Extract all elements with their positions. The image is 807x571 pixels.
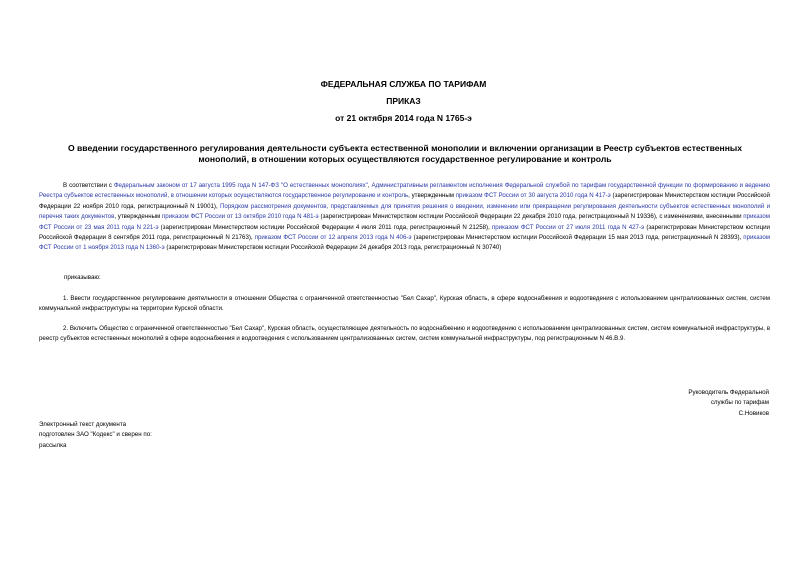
order-417-link[interactable]: приказом ФСТ России от 30 августа 2010 года N 417-э [455,192,611,200]
footer-line: рассылка [39,441,67,449]
preamble-text: , утвержденным [114,213,162,221]
federal-law-link[interactable]: Федеральным законом от 17 августа 1995 года N 147-ФЗ "О естественных монополиях" [113,182,368,189]
footer-note [39,420,152,451]
preamble-text: (зарегистрирован Министерством юстиции Российской Федерации 4 июля 2011 года, регистрационный N 21258), [158,223,492,231]
preamble-text: (зарегистрирован Министерством юстиции Российской Федерации 8 сентября 2011 года, регистрационный N 21763), [39,223,770,242]
document-type: ПРИКАЗ [386,96,421,106]
preamble-text: , [367,182,372,189]
preamble-text: В соответствии с [63,182,114,189]
order-221-link[interactable]: приказом ФСТ России от 23 мая 2011 года N 221-э [39,213,770,231]
item-1-text: 1. Ввести государственное регулирование деятельности в отношении Общества с ограниченной ответственностью "Бел Сахар", Курская область, в сфере водоснабжения и водоотведения с использованием централизованных систем, систем коммунальной инфраструктуры на территории Курской области. [39,295,770,313]
admin-regulation-link[interactable]: Административным регламентом исполнения Федеральной службой по тарифам государственной функции по формированию и ведению Реестра субъектов естественных монополий, в отношении которых осуществляются государственное регулирование и контроль [39,182,770,200]
order-1360-link[interactable]: приказом ФСТ России от 1 ноября 2013 года N 1360-э [39,234,770,252]
signature-block [688,388,769,419]
signer-name: С.Новиков [738,409,769,417]
procedure-link[interactable]: Порядком рассмотрения документов, представляемых для принятия решения о введении, изменении или прекращении регулирования деятельности субъектов естественных монополий и перечня таких документов [39,202,771,221]
footer-line: подготовлен ЗАО "Кодекс" и сверен по: [39,431,152,439]
document-date-number: от 21 октября 2014 года N 1765-э [335,113,472,123]
preamble-text: (зарегистрирован Министерством юстиции Российской Федерации 22 ноября 2010 года, регистрационный N 19001), [39,192,770,210]
item-2-text: 2. Включить Общество с ограниченной ответственностью "Бел Сахар", Курская область, осуществляющее деятельность по водоснабжению и водоотведению с использованием централизованных систем, систем коммунальной инфраструктуры, в реестр субъектов естественных монополий в сфере водоснабжения и водоотведения с использованием централизованных систем, систем коммунальной инфраструктуры, под регистрационным N 46.В.9. [39,325,770,343]
order-481-link[interactable]: приказом ФСТ России от 13 октября 2010 года N 481-э [161,213,319,221]
order-427-link[interactable]: приказом ФСТ России от 27 июля 2011 года N 427-э [491,223,645,231]
agency-name: ФЕДЕРАЛЬНАЯ СЛУЖБА ПО ТАРИФАМ [320,79,487,89]
preamble-text: (зарегистрирован Министерством юстиции Российской Федерации 22 декабря 2010 года, регистрационный N 19336), с изменениями, внесенными [318,213,744,221]
document-title: О введении государственного регулирования деятельности субъекта естественной монополии и включении организации в Реестр субъектов естественных монополий, в отношении которых осуществляются государственное регулирование и контроль [67,143,743,164]
preamble-text: (зарегистрирован Министерством юстиции Российской Федерации 15 мая 2013 года, регистрационный N 28393), [411,234,744,242]
signature-line: Руководитель Федеральной [688,389,769,396]
item-1-paragraph [39,294,770,315]
preamble-paragraph [39,181,770,254]
footer-line: Электронный текст документа [39,421,127,428]
signature-line: службы по тарифам [710,399,769,407]
preamble-text: (зарегистрирован Министерством юстиции Российской Федерации 24 декабря 2013 года, регистрационный N 30740) [164,244,502,252]
preamble-text: , утвержденным [408,192,456,200]
item-2-paragraph [39,324,770,345]
order-406-link[interactable]: приказом ФСТ России от 12 апреля 2013 года N 406-э [254,234,412,242]
order-word: приказываю: [64,274,101,281]
